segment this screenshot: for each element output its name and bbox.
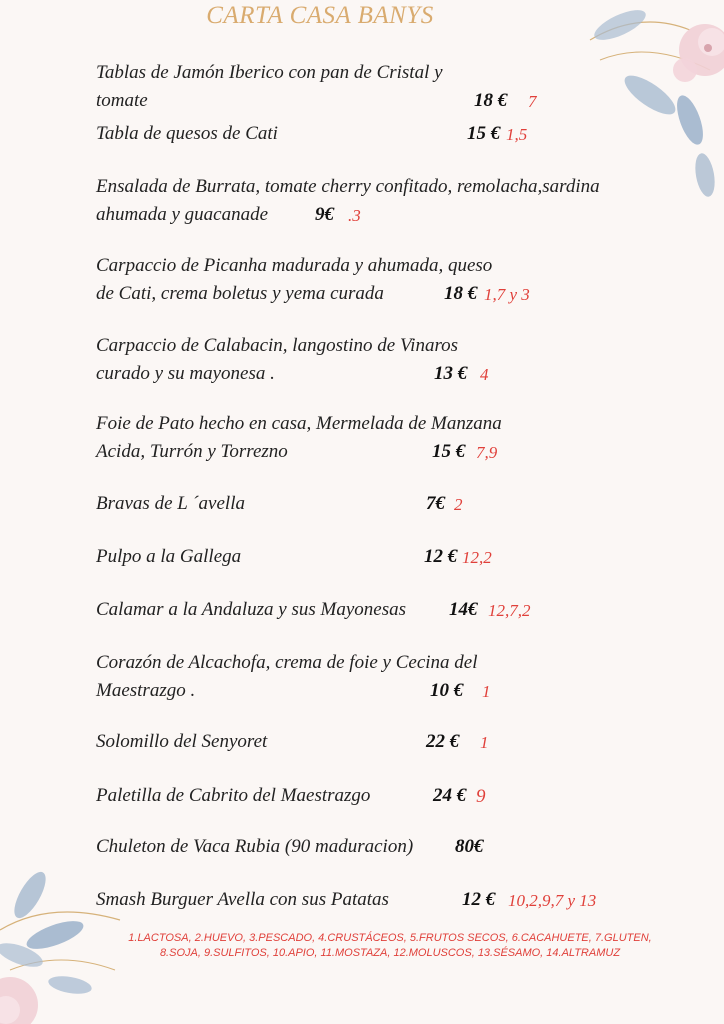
menu-item-name: Foie de Pato hecho en casa, Mermelada de Manzana [96, 413, 502, 434]
menu-item-name: ahumada y guacanade [96, 204, 269, 225]
menu-item-name: Carpaccio de Picanha madurada y ahumada, queso [96, 255, 493, 276]
menu-item-name: Pulpo a la Gallega [96, 546, 242, 567]
menu-item-price: 15 € [467, 123, 501, 144]
menu-item-name: curado y su mayonesa . [96, 363, 275, 384]
allergen-legend [70, 931, 710, 961]
menu-item-allergens: 1 [482, 682, 491, 701]
menu-item-name: Tablas de Jamón Iberico con pan de Cristal y [96, 62, 443, 83]
menu-item-allergens: 12,2 [462, 548, 492, 567]
menu-item-price: 12 € [462, 889, 496, 910]
menu-item-price: 24 € [433, 785, 467, 806]
menu-item-allergens: 12,7,2 [488, 601, 531, 620]
menu-item-name: Ensalada de Burrata, tomate cherry confitado, remolacha,sardina [96, 176, 600, 197]
menu-item-name: Calamar a la Andaluza y sus Mayonesas [96, 599, 406, 620]
menu-item-allergens: 1,5 [506, 125, 528, 144]
menu-item-allergens: 10,2,9,7 y 13 [508, 891, 597, 910]
menu-item-price: 7€ [426, 493, 445, 514]
menu-item-name: Chuleton de Vaca Rubia (90 maduracion) [96, 836, 414, 857]
menu-item-name: Tabla de quesos de Cati [96, 123, 278, 144]
menu-item-allergens: .3 [348, 206, 361, 225]
menu-item-allergens: 7 [528, 92, 537, 111]
allergen-legend-line: 8.SOJA, 9.SULFITOS, 10.APIO, 11.MOSTAZA, 12.MOLUSCOS, 13.SÉSAMO, 14.ALTRAMUZ [159, 947, 621, 959]
menu-item-name: Smash Burguer Avella con sus Patatas [96, 889, 389, 910]
menu-item-name: Paletilla de Cabrito del Maestrazgo [96, 785, 371, 806]
allergen-legend-line: 1.LACTOSA, 2.HUEVO, 3.PESCADO, 4.CRUSTÁCEOS, 5.FRUTOS SECOS, 6.CACAHUETE, 7.GLUTEN, [128, 932, 652, 944]
menu-item-allergens: 2 [454, 495, 463, 514]
menu-item-price: 13 € [434, 363, 468, 384]
menu-item-allergens: 9 [476, 786, 486, 807]
menu-item-price: 9€ [315, 204, 334, 225]
menu-item-price: 18 € [474, 90, 508, 111]
menu-item-allergens: 4 [480, 365, 489, 384]
menu-item-name: tomate [96, 90, 148, 111]
menu-item-price: 18 € [444, 283, 478, 304]
menu-item-price: 10 € [430, 680, 464, 701]
menu-item-allergens: 7,9 [476, 443, 498, 462]
menu-item-name: Solomillo del Senyoret [96, 731, 268, 752]
menu-item-allergens: 1 [480, 733, 489, 752]
menu-item-price: 12 € [424, 546, 458, 567]
menu-item-price: 14€ [449, 599, 478, 620]
menu-item-price: 80€ [455, 836, 484, 857]
menu-title: CARTA CASA BANYS [206, 2, 434, 29]
menu-item-price: 22 € [426, 731, 460, 752]
menu-item-name: Acida, Turrón y Torrezno [96, 441, 288, 462]
menu-item-allergens: 1,7 y 3 [484, 285, 530, 304]
menu-item-name: Maestrazgo . [96, 680, 196, 701]
menu-item-name: Corazón de Alcachofa, crema de foie y Cecina del [96, 652, 478, 673]
menu-item-name: Carpaccio de Calabacin, langostino de Vinaros [96, 335, 459, 356]
floral-decoration-top-right-icon [580, 0, 724, 220]
menu-item-price: 15 € [432, 441, 466, 462]
menu-item-name: de Cati, crema boletus y yema curada [96, 283, 384, 304]
menu-item-name: Bravas de L ´avella [96, 493, 245, 514]
